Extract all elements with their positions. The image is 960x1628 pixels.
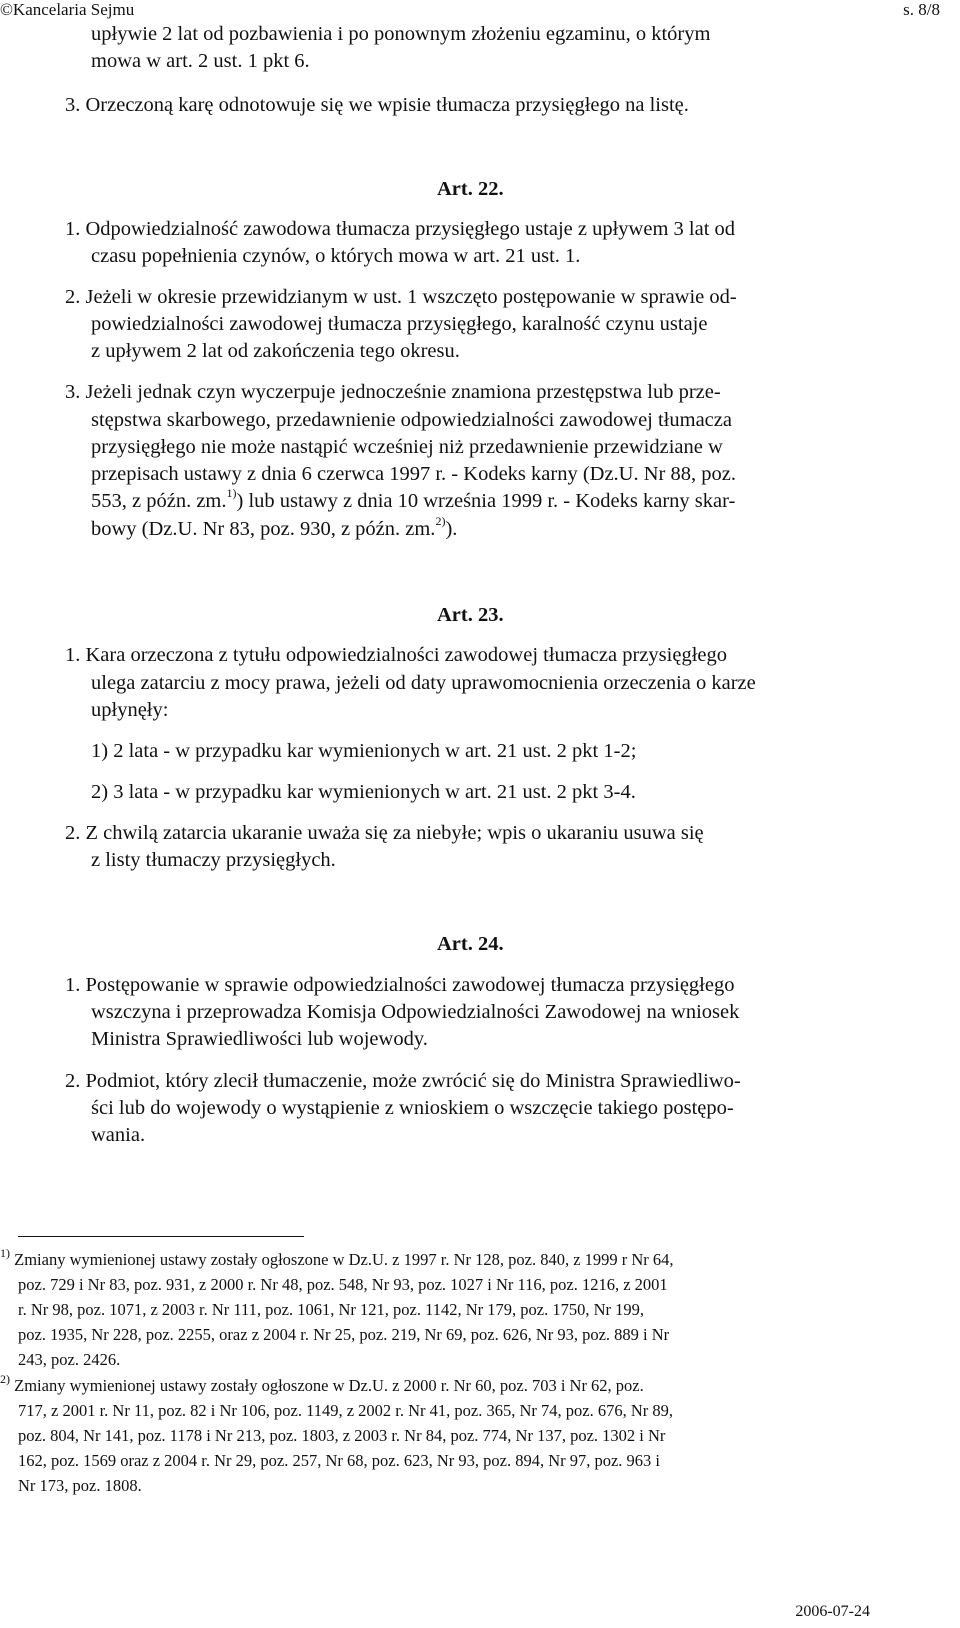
footnote-line: poz. 1935, Nr 228, poz. 2255, oraz z 2004 r. Nr 25, poz. 219, Nr 69, poz. 626, Nr 93, poz. 889 i Nr (18, 1325, 670, 1344)
text-line: upłynęły: (91, 699, 169, 721)
footnote-line: poz. 804, Nr 141, poz. 1178 i Nr 213, poz. 1803, z 2003 r. Nr 84, poz. 774, Nr 137, poz. 1302 i Nr (18, 1426, 666, 1445)
footnote-1 (0, 1245, 674, 1270)
list-item: 2) 3 lata - w przypadku kar wymienionych w art. 21 ust. 2 pkt 3-4. (91, 781, 636, 803)
text-line: ści lub do wojewody o wystąpienie z wnioskiem o wszczęcie takiego postępo- (91, 1097, 734, 1119)
list-item: 1) 2 lata - w przypadku kar wymienionych w art. 21 ust. 2 pkt 1-2; (91, 740, 637, 762)
text-line: wania. (91, 1124, 146, 1146)
text-line: wszczyna i przeprowadza Komisja Odpowiedzialności Zawodowej na wniosek (91, 1001, 740, 1023)
footnote-mark: 2) (0, 1371, 10, 1386)
text-fragment: ). (445, 518, 458, 540)
article-title: Art. 24. (437, 933, 504, 955)
text-line: 2. Jeżeli w okresie przewidzianym w ust. 1 wszczęto postępowanie w sprawie od- (65, 286, 737, 308)
text-line: 3. Jeżeli jednak czyn wyczerpuje jednocześnie znamiona przestępstwa lub prze- (65, 381, 721, 403)
footnote-line: poz. 729 i Nr 83, poz. 931, z 2000 r. Nr 48, poz. 548, Nr 93, poz. 1027 i Nr 116, poz. 1216, z 2001 (18, 1275, 668, 1294)
text-fragment: bowy (Dz.U. Nr 83, poz. 930, z późn. zm. (91, 518, 436, 540)
footnote-text: Zmiany wymienionej ustawy zostały ogłoszone w Dz.U. z 1997 r. Nr 128, poz. 840, z 1999 r Nr 64, (14, 1250, 674, 1269)
footnote-ref: 2) (435, 514, 446, 529)
text-line: Ministra Sprawiedliwości lub wojewody. (91, 1028, 428, 1050)
footnote-line: 243, poz. 2426. (18, 1350, 121, 1369)
footnote-line: 162, poz. 1569 oraz z 2004 r. Nr 29, poz. 257, Nr 68, poz. 623, Nr 93, poz. 894, Nr 97, poz. 963 i (18, 1451, 661, 1470)
article-title: Art. 23. (437, 604, 504, 626)
text-line: przepisach ustawy z dnia 6 czerwca 1997 r. - Kodeks karny (Dz.U. Nr 88, poz. (91, 463, 736, 485)
text-line: z upływem 2 lat od zakończenia tego okresu. (91, 340, 460, 362)
footnote-ref: 1) (226, 486, 237, 501)
footnote-text: Zmiany wymienionej ustawy zostały ogłoszone w Dz.U. z 2000 r. Nr 60, poz. 703 i Nr 62, poz. (14, 1376, 644, 1395)
text-line (91, 514, 458, 541)
text-line (91, 486, 736, 513)
article-title: Art. 22. (437, 178, 504, 200)
text-line: 1. Odpowiedzialność zawodowa tłumacza przysięgłego ustaje z upływem 3 lat od (65, 218, 736, 240)
footnote-line: 717, z 2001 r. Nr 11, poz. 82 i Nr 106, poz. 1149, z 2002 r. Nr 41, poz. 365, Nr 74, poz. 676, Nr 89, (18, 1401, 674, 1420)
text-line: z listy tłumaczy przysięgłych. (91, 849, 336, 871)
page-number: s. 8/8 (903, 0, 940, 19)
text-line: ulega zatarciu z mocy prawa, jeżeli od daty uprawomocnienia orzeczenia o karze (91, 672, 756, 694)
footnote-line: Nr 173, poz. 1808. (18, 1476, 142, 1495)
footer-date: 2006-07-24 (795, 1603, 870, 1620)
text-line: 2. Z chwilą zatarcia ukaranie uważa się za niebyłe; wpis o ukaraniu usuwa się (65, 822, 704, 844)
text-line: czasu popełnienia czynów, o których mowa w art. 21 ust. 1. (91, 245, 581, 267)
text-line: powiedzialności zawodowej tłumacza przysięgłego, karalność czynu ustaje (91, 313, 708, 335)
footnote-line: r. Nr 98, poz. 1071, z 2003 r. Nr 111, poz. 1061, Nr 121, poz. 1142, Nr 179, poz. 1750, Nr 199, (18, 1300, 645, 1319)
text-line: mowa w art. 2 ust. 1 pkt 6. (91, 50, 310, 72)
text-line: 3. Orzeczoną karę odnotowuje się we wpisie tłumacza przysięgłego na listę. (65, 94, 689, 116)
text-line: stępstwa skarbowego, przedawnienie odpowiedzialności zawodowej tłumacza (91, 409, 732, 431)
text-line: 1. Postępowanie w sprawie odpowiedzialności zawodowej tłumacza przysięgłego (65, 974, 735, 996)
footnote-mark: 1) (0, 1245, 10, 1260)
footnote-separator (18, 1236, 304, 1237)
text-line: przysięgłego nie może nastąpić wcześniej niż przedawnienie przewidziane w (91, 436, 723, 458)
footnote-2 (0, 1371, 644, 1396)
text-line: 1. Kara orzeczona z tytułu odpowiedzialności zawodowej tłumacza przysięgłego (65, 644, 727, 666)
text-line: 2. Podmiot, który zlecił tłumaczenie, może zwrócić się do Ministra Sprawiedliwo- (65, 1070, 741, 1092)
text-fragment: ) lub ustawy z dnia 10 września 1999 r. - Kodeks karny skar- (236, 490, 736, 512)
header-source: ©Kancelaria Sejmu (0, 0, 135, 19)
text-fragment: 553, z późn. zm. (91, 490, 227, 512)
text-line: upływie 2 lat od pozbawienia i po ponownym złożeniu egzaminu, o którym (91, 23, 711, 45)
